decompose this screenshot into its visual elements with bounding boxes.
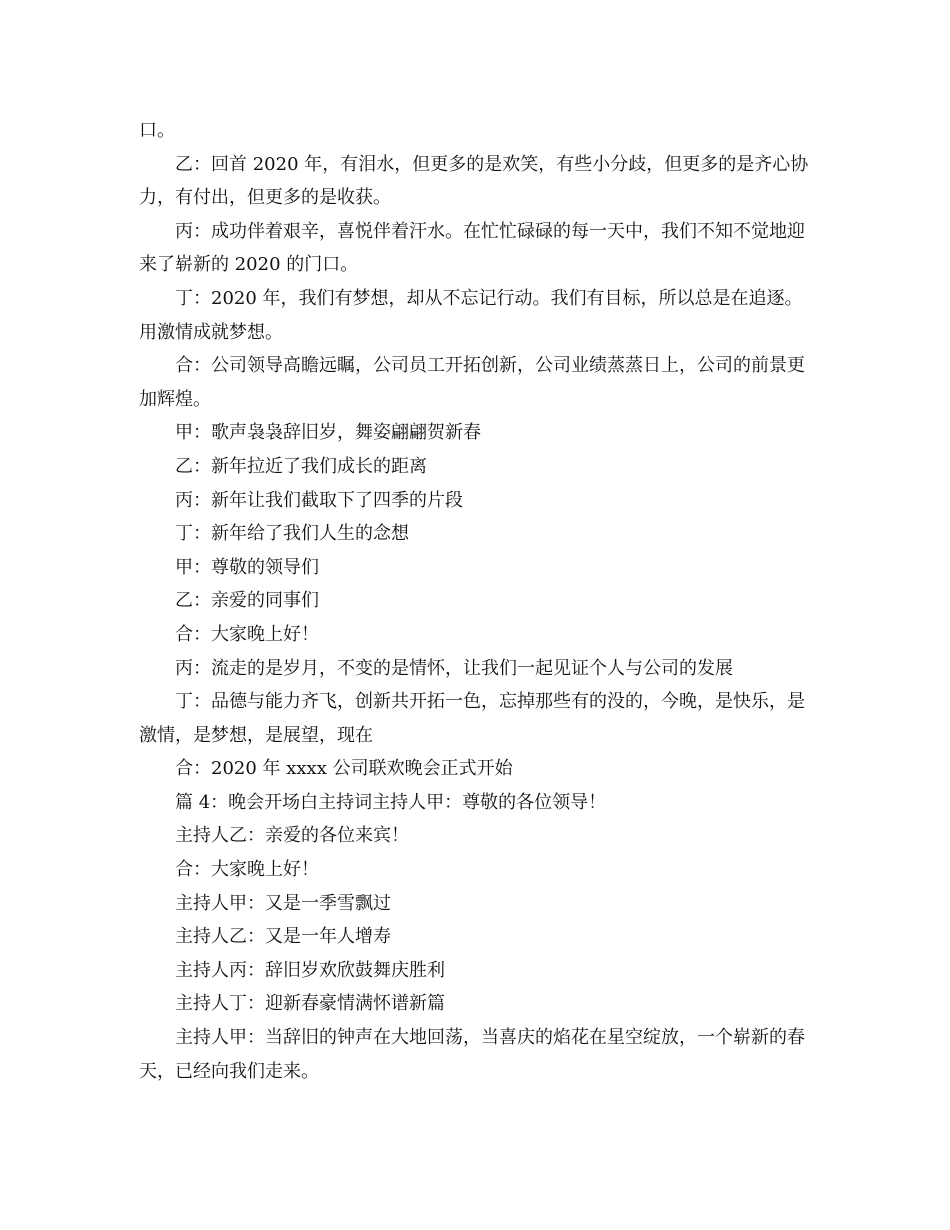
paragraph-18: 主持人甲：又是一季雪飘过 — [175, 892, 391, 914]
paragraph-20: 主持人丙：辞旧岁欢欣鼓舞庆胜利 — [175, 959, 445, 981]
paragraph-5: 甲：歌声袅袅辞旧岁，舞姿翩翩贺新春 — [175, 422, 481, 444]
paragraph-2: 丙：成功伴着艰辛，喜悦伴着汗水。在忙忙碌碌的每一天中，我们不知不觉地迎来了崭新的 2020 的门口。 — [139, 220, 805, 276]
paragraph-0: 口。 — [139, 120, 175, 141]
paragraph-12: 丙：流走的是岁月，不变的是情怀，让我们一起见证个人与公司的发展 — [175, 657, 733, 679]
paragraph-11: 合：大家晚上好！ — [175, 623, 319, 645]
paragraph-14: 合：2020 年 xxxx 公司联欢晚会正式开始 — [175, 758, 513, 780]
paragraph-16: 主持人乙：亲爱的各位来宾！ — [175, 825, 409, 847]
paragraph-6: 乙：新年拉近了我们成长的距离 — [175, 455, 427, 477]
paragraph-19: 主持人乙：又是一年人增寿 — [175, 926, 391, 948]
paragraph-4: 合：公司领导高瞻远瞩，公司员工开拓创新，公司业绩蒸蒸日上，公司的前景更加辉煌。 — [139, 355, 805, 410]
paragraph-9: 甲：尊敬的领导们 — [175, 556, 319, 578]
paragraph-22: 主持人甲：当辞旧的钟声在大地回荡，当喜庆的焰花在星空绽放，一个崭新的春天，已经向我们走来。 — [139, 1027, 805, 1082]
paragraph-8: 丁：新年给了我们人生的念想 — [175, 523, 409, 545]
paragraph-1: 乙：回首 2020 年，有泪水，但更多的是欢笑，有些小分歧，但更多的是齐心协力，有付出，但更多的是收获。 — [139, 153, 809, 209]
paragraph-3: 丁：2020 年，我们有梦想，却从不忘记行动。我们有目标，所以总是在追逐。用激情成就梦想。 — [139, 287, 803, 343]
paragraph-17: 合：大家晚上好！ — [175, 859, 319, 881]
paragraph-15: 篇 4：晚会开场白主持词主持人甲：尊敬的各位领导！ — [175, 791, 607, 813]
document-body — [139, 114, 819, 1088]
paragraph-10: 乙：亲爱的同事们 — [175, 590, 319, 612]
paragraph-21: 主持人丁：迎新春豪情满怀谱新篇 — [175, 993, 445, 1015]
paragraph-13: 丁：品德与能力齐飞，创新共开拓一色，忘掉那些有的没的，今晚，是快乐，是激情，是梦想，是展望，现在 — [139, 691, 805, 746]
paragraph-7: 丙：新年让我们截取下了四季的片段 — [175, 489, 463, 511]
